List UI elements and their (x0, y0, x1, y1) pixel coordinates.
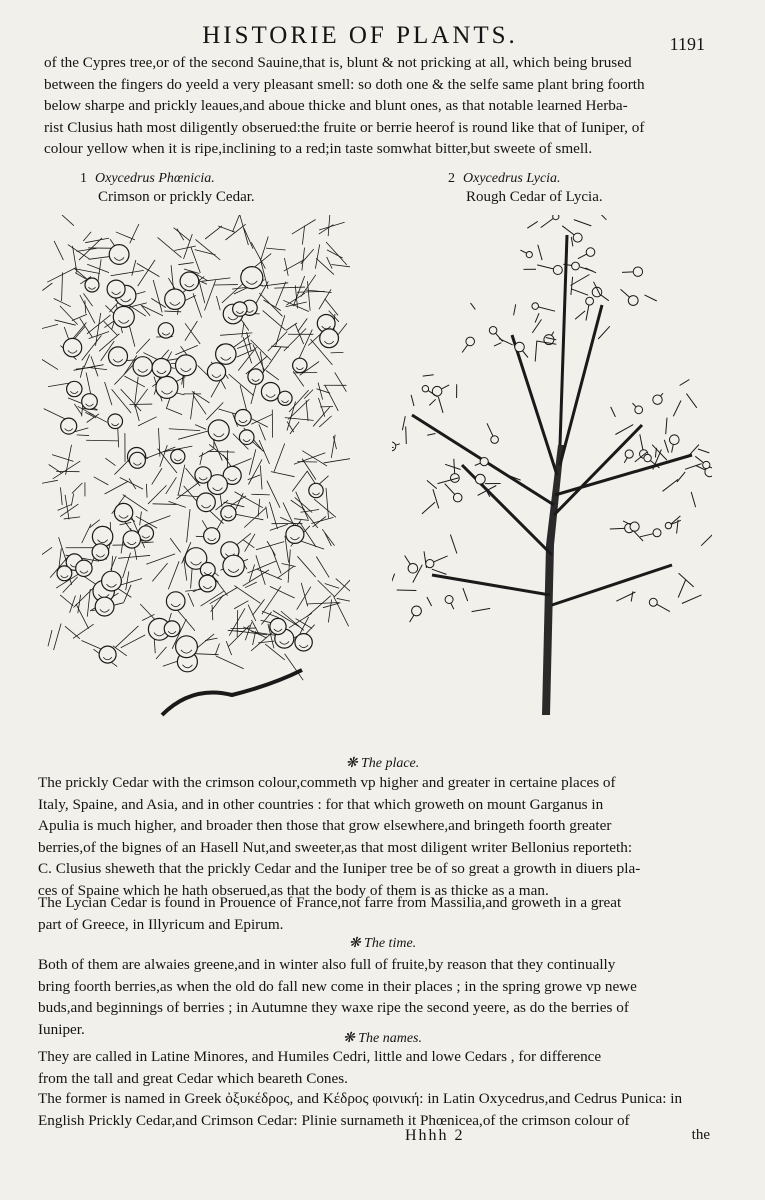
figure-latin-name: Oxycedrus Phœnicia. (95, 171, 215, 186)
text-line: colour yellow when it is ripe,inclining to a red;in taste somwhat bitter,but sweete of smell. (44, 140, 593, 157)
text-line: from the tall and great Cedar which beareth Cones. (38, 1069, 348, 1087)
text-line: bring foorth berries,as when the old do fall new come in their places ; in the spring growe vp newe (38, 977, 637, 995)
text-line: Iuniper. (38, 1020, 85, 1038)
figure-number: 1 (80, 171, 87, 186)
text-line: below sharpe and prickly leaues,and aboue thicke and blunt ones, as that notable learned Herba- (44, 97, 628, 114)
prickly-cedar-woodcut (42, 215, 350, 720)
section-heading-time: ❋ The time. (348, 936, 417, 951)
text-line: Apulia is much higher, and broader then those that grow elsewhere,and bringeth foorth greater (38, 817, 612, 834)
text-line: Both of them are alwaies greene,and in winter also full of fruite,by reason that they continually (38, 956, 616, 973)
text-line: They are called in Latine Minores, and Humiles Cedri, little and lowe Cedars , for difference (38, 1048, 602, 1065)
place-paragraph-1 (38, 772, 718, 901)
text-line: The prickly Cedar with the crimson colour,commeth vp higher and greater in certaine places of (38, 774, 616, 791)
text-line: ces of Spaine which he hath obserued,as that the body of them is as thicke as a man. (38, 881, 549, 899)
text-line: Italy, Spaine, and Asia, and in other countries : for that which groweth on mount Garganus in (38, 795, 604, 813)
figure-english-name: Rough Cedar of Lycia. (466, 189, 603, 205)
bleed-through (70, 735, 74, 751)
names-paragraph-2 (38, 1088, 718, 1131)
section-heading-names: ❋ The names. (342, 1031, 422, 1046)
text-line: berries,of the bignes of an Hasell Nut,and sweeter,as that most diligent writer Bellonius reporteth: (38, 838, 633, 856)
text-line: English Prickly Cedar,and Crimson Cedar: Plinie surnameth it Phœnicea,of the crimson colour of (38, 1111, 630, 1129)
time-paragraph (38, 954, 718, 1040)
figure-1-caption (80, 170, 255, 206)
names-paragraph-1 (38, 1046, 718, 1089)
text-line: part of Greece, in Illyricum and Epirum. (38, 915, 284, 933)
text-line: The former is named in Greek ὀξυκέδρος, and Κέδρος φοινική: in Latin Oxycedrus,and Cedrus Punica: in (38, 1090, 683, 1107)
text-line: rist Clusius hath most diligently obserued:the fruite or berrie heerof is round like that of Iuniper, of (44, 118, 645, 136)
page-number: 1191 (669, 34, 705, 54)
lycian-cedar-woodcut (392, 215, 712, 720)
signature-mark: Hhhh 2 (405, 1127, 465, 1144)
text-line: The Lycian Cedar is found in Prouence of France,not farre from Massilia,and groweth in a great (38, 894, 622, 911)
intro-paragraph (44, 52, 714, 160)
figure-2-caption (448, 170, 603, 206)
figure-english-name: Crimson or prickly Cedar. (98, 189, 255, 205)
running-head: HISTORIE OF PLANTS. (202, 22, 518, 49)
section-heading-place: ❋ The place. (345, 756, 420, 771)
text-line: buds,and beginnings of berries ; in Autumne they waxe ripe the second yeere, as do the berries of (38, 999, 629, 1016)
text-line: C. Clusius sheweth that the prickly Cedar and the Iuniper tree be of so great a growth in diuers pla- (38, 860, 641, 877)
catchword: the (691, 1127, 710, 1143)
text-line: of the Cypres tree,or of the second Sauine,that is, blunt & not pricking at all, which being brused (44, 54, 632, 71)
figure-number: 2 (448, 171, 455, 186)
place-paragraph-2 (38, 892, 718, 935)
figure-latin-name: Oxycedrus Lycia. (463, 171, 561, 186)
text-line: between the fingers do yeeld a very pleasant smell: so doth one & the selfe same plant bring foorth (44, 75, 645, 93)
